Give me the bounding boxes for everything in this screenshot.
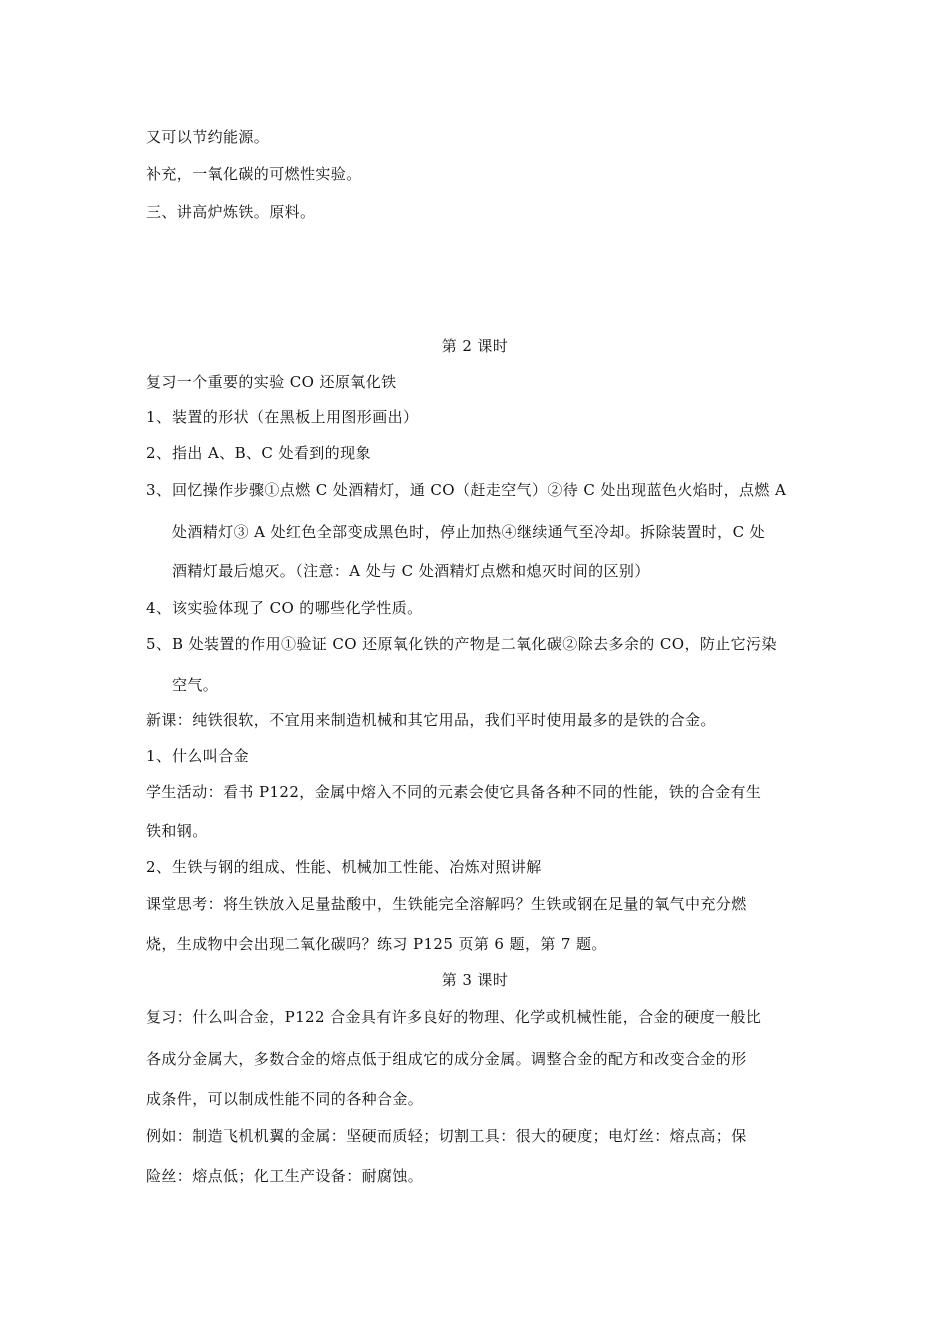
list-item: 指出 A、B、C 处看到的现象 bbox=[172, 444, 371, 462]
list-number: 5、 bbox=[146, 635, 172, 653]
list-number: 1、 bbox=[146, 408, 172, 426]
text-line: 复习一个重要的实验 CO 还原氧化铁 bbox=[146, 373, 397, 391]
text-line: 成条件，可以制成性能不同的各种合金。 bbox=[146, 1090, 424, 1108]
text-line: 三、讲高炉炼铁。原料。 bbox=[146, 203, 316, 221]
list-item: B 处装置的作用①验证 CO 还原氧化铁的产物是二氧化碳②除去多余的 CO，防止它污染 bbox=[172, 635, 777, 653]
text-line: 补充，一氧化碳的可燃性实验。 bbox=[146, 165, 362, 183]
text-line: 烧，生成物中会出现二氧化碳吗？练习 P125 页第 6 题，第 7 题。 bbox=[146, 935, 607, 953]
list-number: 4、 bbox=[146, 599, 172, 617]
text-line: 各成分金属大，多数合金的熔点低于组成它的成分金属。调整合金的配方和改变合金的形 bbox=[146, 1050, 747, 1068]
list-item: 回忆操作步骤①点燃 C 处酒精灯，通 CO（赶走空气）②待 C 处出现蓝色火焰时，点燃 A bbox=[172, 481, 787, 499]
section-title: 第 2 课时 bbox=[441, 337, 509, 355]
section-title: 第 3 课时 bbox=[441, 971, 509, 989]
list-item: 生铁与钢的组成、性能、机械加工性能、冶炼对照讲解 bbox=[172, 858, 542, 876]
text-line: 课堂思考：将生铁放入足量盐酸中，生铁能完全溶解吗？生铁或钢在足量的氧气中充分燃 bbox=[146, 895, 747, 913]
list-number: 3、 bbox=[146, 481, 172, 499]
text-line: 新课：纯铁很软，不宜用来制造机械和其它用品，我们平时使用最多的是铁的合金。 bbox=[146, 711, 716, 729]
list-number: 1、 bbox=[146, 747, 172, 765]
list-item-continuation: 处酒精灯③ A 处红色全部变成黑色时，停止加热④继续通气至冷却。拆除装置时，C 处 bbox=[172, 523, 766, 541]
list-number: 2、 bbox=[146, 858, 172, 876]
text-line: 例如：制造飞机机翼的金属：坚硬而质轻；切割工具：很大的硬度；电灯丝：熔点高；保 bbox=[146, 1127, 747, 1145]
list-item: 该实验体现了 CO 的哪些化学性质。 bbox=[172, 599, 423, 617]
list-item: 什么叫合金 bbox=[172, 747, 250, 765]
text-line: 又可以节约能源。 bbox=[146, 128, 270, 146]
text-line: 复习：什么叫合金，P122 合金具有许多良好的物理、化学或机械性能，合金的硬度一般比 bbox=[146, 1008, 762, 1026]
list-item: 装置的形状（在黑板上用图形画出） bbox=[172, 408, 419, 426]
list-number: 2、 bbox=[146, 444, 172, 462]
list-item-continuation: 空气。 bbox=[172, 676, 219, 694]
text-line: 铁和钢。 bbox=[146, 822, 208, 840]
text-line: 学生活动：看书 P122，金属中熔入不同的元素会使它具备各种不同的性能，铁的合金有生 bbox=[146, 783, 762, 801]
text-line: 险丝：熔点低；化工生产设备：耐腐蚀。 bbox=[146, 1167, 424, 1185]
list-item-continuation: 酒精灯最后熄灭。（注意：A 处与 C 处酒精灯点燃和熄灭时间的区别） bbox=[172, 562, 650, 580]
